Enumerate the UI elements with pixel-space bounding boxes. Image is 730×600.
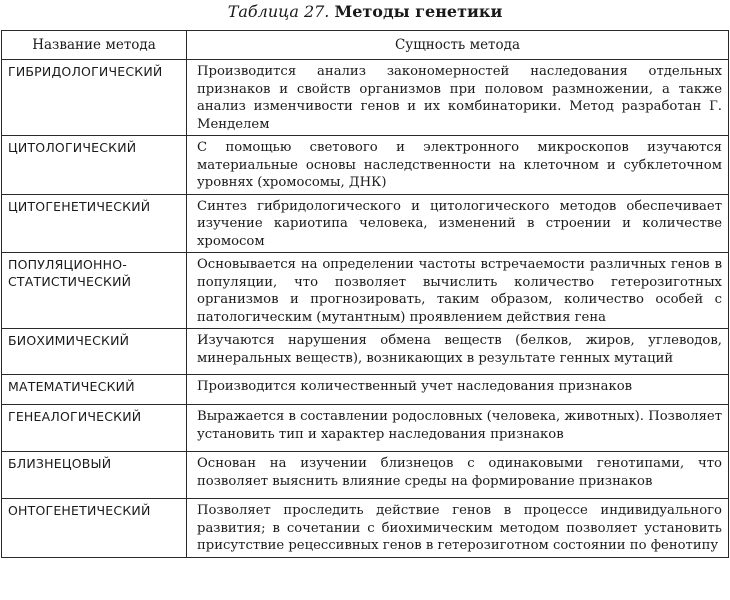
table-row <box>2 452 729 499</box>
header-method-essence: Сущность метода <box>187 31 729 60</box>
method-description: Производится анализ закономерностей наследования отдельных признаков и свойств организмов при половом размножении, а также анализ изменчивости генов и их комбинаторики. Метод разработан Г. Менделем <box>187 60 729 136</box>
method-name: БИОХИМИЧЕСКИЙ <box>2 329 187 375</box>
table-number: Таблица 27. <box>227 2 330 21</box>
table-row <box>2 194 729 253</box>
method-description: Позволяет проследить действие генов в процессе индивидуального развития; в сочетании с биохимическим методом позволяет установить присутствие рецессивных генов в гетерозиготном состоянии по фенотипу <box>187 499 729 558</box>
method-name: ГЕНЕАЛОГИЧЕСКИЙ <box>2 405 187 452</box>
method-description: Выражается в составлении родословных (человека, животных). Позволяет установить тип и характер наследования признаков <box>187 405 729 452</box>
method-name: ПОПУЛЯЦИОННО-СТАТИСТИЧЕСКИЙ <box>2 253 187 329</box>
method-name: ЦИТОЛОГИЧЕСКИЙ <box>2 136 187 195</box>
method-description: Изучаются нарушения обмена веществ (белков, жиров, углеводов, минеральных веществ), возникающих в результате генных мутаций <box>187 329 729 375</box>
table-row <box>2 253 729 329</box>
method-name: ЦИТОГЕНЕТИЧЕСКИЙ <box>2 194 187 253</box>
table-header-row <box>2 31 729 60</box>
table-row <box>2 405 729 452</box>
table-row <box>2 60 729 136</box>
method-description: С помощью светового и электронного микроскопов изучаются материальные основы наследственности на клеточном и субклеточном уровнях (хромосомы, ДНК) <box>187 136 729 195</box>
table-title <box>0 2 730 22</box>
table-row <box>2 329 729 375</box>
table-row <box>2 499 729 558</box>
method-description: Основывается на определении частоты встречаемости различных генов в популяции, что позволяет вычислить количество гетерозиготных организмов и прогнозировать, таким образом, количество особей с патологическим (мутантным) проявлением действия гена <box>187 253 729 329</box>
method-description: Основан на изучении близнецов с одинаковыми генотипами, что позволяет выяснить влияние среды на формирование признаков <box>187 452 729 499</box>
table-row <box>2 136 729 195</box>
method-name: ГИБРИДОЛОГИЧЕСКИЙ <box>2 60 187 136</box>
method-name: БЛИЗНЕЦОВЫЙ <box>2 452 187 499</box>
method-description: Синтез гибридологического и цитологического методов обеспечивает изучение кариотипа человека, изменений в строении и количестве хромосом <box>187 194 729 253</box>
method-name: ОНТОГЕНЕТИЧЕСКИЙ <box>2 499 187 558</box>
header-method-name: Название метода <box>2 31 187 60</box>
genetics-methods-table <box>1 30 729 558</box>
table-name: Методы генетики <box>334 2 503 21</box>
method-description: Производится количественный учет наследования признаков <box>187 375 729 405</box>
table-row <box>2 375 729 405</box>
method-name: МАТЕМАТИЧЕСКИЙ <box>2 375 187 405</box>
